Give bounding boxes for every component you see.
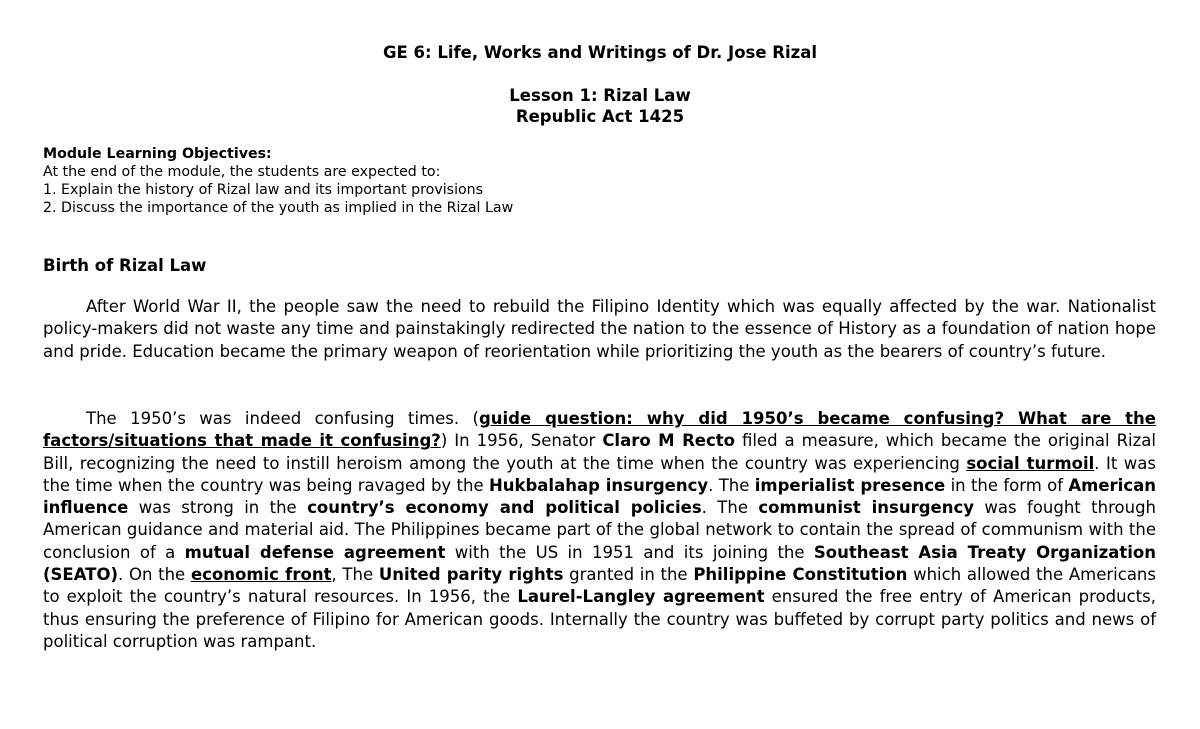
para2-text: was fought through American guidance and material aid. The Philippines became part of the global network to contain the spread of communism with the conclusion of a	[43, 498, 1157, 562]
objectives-intro: At the end of the module, the students are expected to:	[43, 164, 441, 180]
para2-text: . The	[701, 498, 759, 518]
objectives-heading: Module Learning Objectives:	[43, 146, 272, 162]
term-philippine-constitution: Philippine Constitution	[693, 565, 908, 585]
para2-text: was strong in the	[128, 498, 308, 518]
term-social-turmoil: social turmoil	[966, 453, 1095, 473]
para2-text: ensured the free entry of American products, thus ensuring the preference of Filipino for American goods. Internally the country was buffeted by corrupt party politics and news of political corruption was rampant.	[43, 587, 1156, 651]
para2-text: , The	[331, 565, 379, 585]
term-communist-insurgency: communist insurgency	[758, 498, 975, 518]
learning-objectives	[43, 145, 1158, 217]
para2-text: . The	[708, 475, 755, 495]
para2-text: in the form of	[945, 475, 1069, 495]
document-title: GE 6: Life, Works and Writings of Dr. Jose Rizal	[382, 43, 818, 62]
para2-text: filed a measure, which became the original Rizal Bill, recognizing the need to instill heroism among the youth at the time when the country was experiencing	[43, 431, 1156, 473]
term-imperialist-presence: imperialist presence	[754, 475, 946, 495]
para2-text: . On the	[118, 565, 191, 585]
objective-item-1: 1. Explain the history of Rizal law and its important provisions	[43, 182, 484, 198]
term-seato: Southeast Asia Treaty Organization (SEATO)	[43, 542, 1156, 585]
para2-text: granted in the	[563, 565, 694, 585]
term-economic-front: economic front	[190, 565, 332, 585]
lesson-title: Lesson 1: Rizal Law	[509, 86, 691, 105]
term-laurel-langley-agreement: Laurel-Langley agreement	[517, 587, 765, 607]
term-claro-m-recto: Claro M Recto	[602, 431, 735, 451]
para2-text: The 1950’s was indeed confusing times. (	[86, 409, 479, 428]
term-economy-political-policies: country’s economy and political policies	[307, 498, 702, 518]
lesson-subtitle: Republic Act 1425	[515, 107, 685, 126]
para2-text: . It was the time when the country was being ravaged by the	[43, 453, 1156, 495]
para2-text: with the US in 1951 and its joining the	[445, 542, 814, 562]
term-american-influence: American influence	[43, 475, 1156, 518]
objective-item-2: 2. Discuss the importance of the youth as implied in the Rizal Law	[43, 200, 514, 216]
paragraph-1: After World War II, the people saw the need to rebuild the Filipino Identity which was equally affected by the war. Nationalist policy-makers did not waste any time and painstakingly redirected the nation to the essence of History as a foundation of nation hope and pride. Education became the primary weapon of reorientation while prioritizing the youth as the bearers of country’s future.	[43, 297, 1156, 361]
para2-text: which allowed the Americans to exploit the country’s natural resources. In 1956, the	[43, 565, 1156, 607]
term-hukbalahap-insurgency: Hukbalahap insurgency	[488, 475, 709, 495]
section-heading: Birth of Rizal Law	[43, 256, 207, 275]
term-mutual-defense-agreement: mutual defense agreement	[184, 542, 446, 562]
paragraph-2	[43, 408, 1156, 653]
para2-text: ) In 1956, Senator	[440, 431, 603, 451]
guide-question: guide question: why did 1950’s became confusing? What are the factors/situations that made it confusing?	[43, 409, 1156, 451]
term-united-parity-rights: United parity rights	[378, 565, 564, 585]
